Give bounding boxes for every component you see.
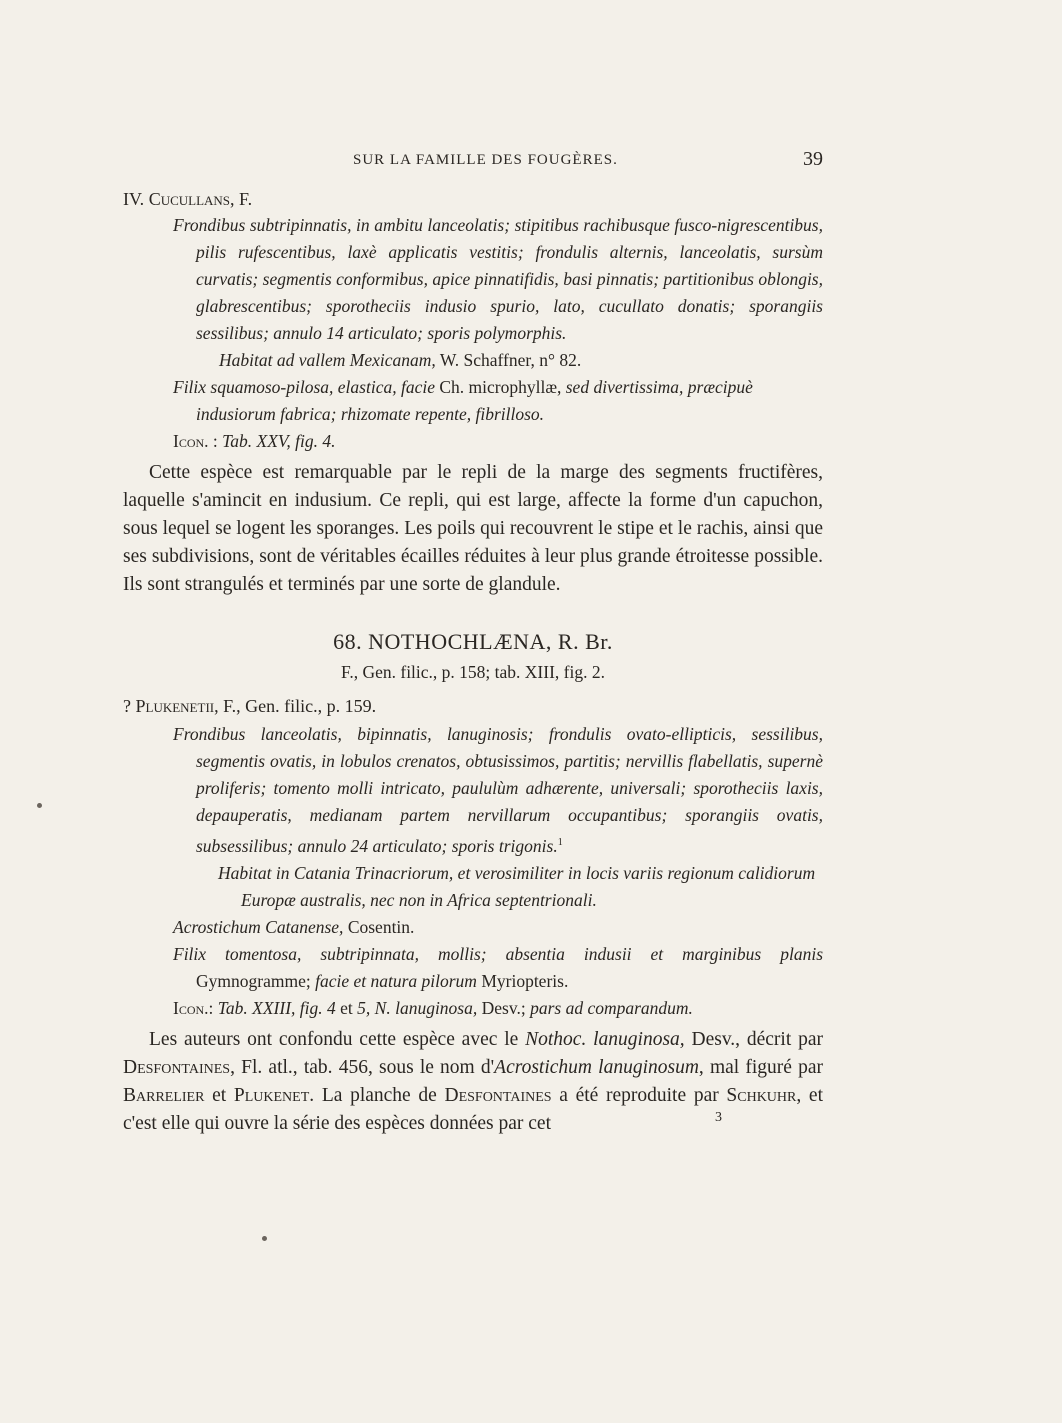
habitat-italic: Habitat ad vallem Mexicanam, [219,350,436,370]
species-author: , F. [230,189,253,209]
icon-plain-2: Desv.; [477,997,531,1018]
body-italic-2: Acrostichum lanuginosum [494,1056,699,1078]
synonym-plain: Cosentin. [343,916,415,937]
species-name: Plukenetii [135,696,215,716]
filix-italic-1: Filix squamoso-pilosa, elastica, facie [173,377,435,397]
body-text-8: , et c'est elle qui ouvre la série des espèces données par cet [123,1084,824,1134]
filix-plain-1: Gymnogramme; [196,970,316,991]
latin-diagnosis-plukenetii [123,721,823,860]
species-reference: , F., Gen. filic., p. 159. [214,696,377,716]
running-header [123,148,823,178]
author-desfontaines: Desfontaines [123,1056,231,1078]
signature-mark: 3 [715,1110,722,1125]
author-schkuhr: Schkuhr [726,1084,797,1106]
filix-italic-2: sed divertissima, præcipuè indusiorum fabrica; rhizomate repente, fibrilloso. [196,377,753,424]
running-title: SUR LA FAMILLE DES FOUGÈRES. [353,152,618,168]
filix-italic-2: facie et natura pilorum [315,970,477,991]
ink-spot [262,1236,267,1241]
species-heading-plukenetii [123,691,823,721]
species-number: IV. [123,189,145,209]
synonym-italic: Acrostichum Catanense, [173,916,344,937]
species-name: Cucullans [148,189,231,209]
diagnosis-text: Frondibus lanceolatis, bipinnatis, lanuginosis; frondulis ovato-ellipticis, sessilibus, segmentis ovatis, in lobulos crenatos, obtusissimos, partitis; nervillis flabellatis, supernè proliferis; tomento molli intricato, paululùm adhærente, universali; sporotheciis laxis, depauperatis, medianam partem nervillarum occupantibus; sporangiis ovatis, subsessilibus; annulo 24 articulato; sporis trigonis. [173,724,823,856]
synonym-plukenetii [123,914,823,941]
filix-italic-1: Filix tomentosa, subtripinnata, mollis; absentia indusii et marginibus planis [173,943,823,964]
author-barrelier: Barrelier [123,1084,205,1106]
icon-ref: Tab. XXV, fig. 4. [222,431,336,451]
filix-plain-2: Myriopteris. [476,970,569,991]
genus-reference: F., Gen. filic., p. 158; tab. XIII, fig. 2. [341,662,605,682]
body-text-3: , Fl. atl., tab. 456, sous le nom d' [230,1056,495,1078]
genus-title: 68. NOTHOCHLÆNA, R. Br. [333,629,613,654]
icon-label: Icon. [173,431,209,451]
body-text-6: . La planche de [309,1084,445,1106]
body-text-4: , mal figuré par [698,1056,823,1078]
body-italic-1: Nothoc. lanuginosa, [525,1028,685,1050]
ink-spot [37,803,42,808]
filix-note-cucullans [123,374,823,428]
body-text-2: Desv., décrit par [684,1028,823,1050]
filix-plain: Ch. microphyllæ, [434,377,566,397]
body-text-5: et [204,1084,234,1106]
body-text-1: Les auteurs ont confondu cette espèce avec le [149,1028,526,1050]
author-desfontaines-2: Desfontaines [444,1084,552,1106]
habitat-plukenetii: Habitat in Catania Trinacriorum, et verosimiliter in locis variis regionum calidiorum Europæ australis, nec non in Africa septentrionali. [218,862,816,910]
habitat-cucullans [123,347,823,374]
footnote-marker: 1 [557,837,563,848]
habitat-plain: W. Schaffner, n° 82. [435,350,582,370]
icon-label: Icon. [173,997,209,1018]
icon-separator: : [208,997,218,1018]
body-text-7: a été reproduite par [551,1084,727,1106]
latin-diagnosis-cucullans: Frondibus subtripinnatis, in ambitu lanceolatis; stipitibus rachibusque fusco-nigrescentibus, pilis rufescentibus, laxè applicatis vestitis; frondulis alternis, lanceolatis, sursùm curvatis; segmentis conformibus, apice pinnatifidis, basi pinnatis; partitionibus oblongis, glabrescentibus; sporotheciis indusio spurio, lato, cucullato donatis; sporangiis sessilibus; annulo 14 articulato; sporis polymorphis. [173,215,823,343]
species-prefix: ? [123,696,136,716]
page [123,148,823,1138]
icon-ref-3: pars ad comparandum. [530,997,693,1018]
filix-note-plukenetii [123,941,823,995]
icon-plain-1: et [335,997,358,1018]
icon-ref-1: Tab. XXIII, fig. 4 [217,997,336,1018]
icon-ref-2: 5, N. lanuginosa, [357,997,478,1018]
page-number: 39 [803,148,823,170]
body-paragraph-cucullans: Cette espèce est remarquable par le repli de la marge des segments fructifères, laquelle s'amincit en indusium. Ce repli, qui est large, affecte la forme d'un capuchon, sous lequel se logent les sporanges. Les poils qui recouvrent le stipe et le rachis, ainsi que ses subdivisions, sont de véritables écailles réduites à leur plus grande étroitesse possible. Ils sont strangulés et terminés par une sorte de glandule. [123,462,823,595]
species-heading-cucullans [123,186,823,212]
author-plukenet: Plukenet [233,1084,310,1106]
icon-separator: : [208,431,223,451]
icon-reference-plukenetii [123,995,823,1022]
icon-reference-cucullans [123,428,823,455]
